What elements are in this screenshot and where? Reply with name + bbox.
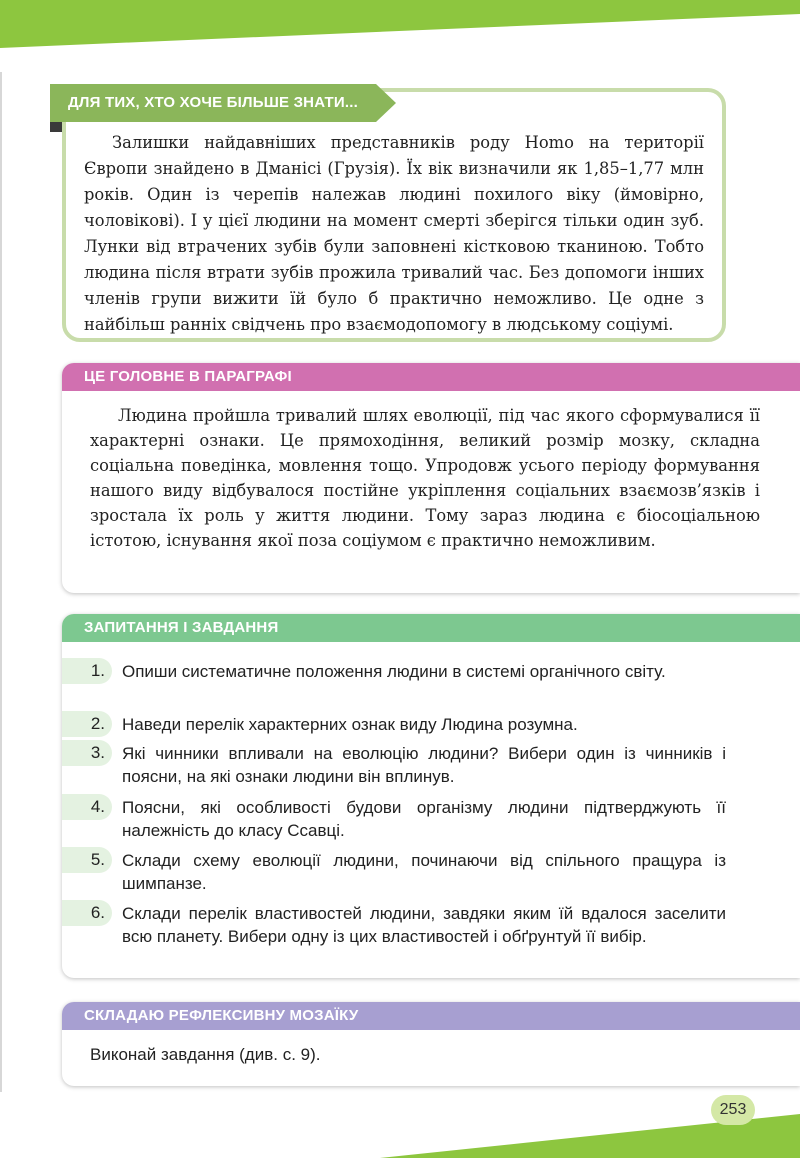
question-text: Які чинники впливали на еволюцію людини? Вибери один із чинників і поясни, на які ознаки людини він вплинув. [122,744,726,786]
question-number: 1. [62,658,112,684]
question-text: Опиши систематичне положення людини в системі органічного світу. [122,662,666,681]
page-number: 253 [711,1095,755,1125]
reflexive-mosaic-section [62,1002,800,1086]
question-number: 5. [62,847,112,873]
question-text: Склади перелік властивостей людини, завдяки яким їй вдалося заселити всю планету. Вибери одну із цих властивостей і обґрунтуй її вибір. [122,904,726,946]
top-decorative-band [0,0,800,60]
mosaic-text: Виконай завдання (див. с. 9). [90,1045,321,1064]
extra-info-tab [50,84,396,122]
questions-title: ЗАПИТАННЯ І ЗАВДАННЯ [62,614,800,642]
summary-paragraph: Людина пройшла тривалий шлях еволюції, під час якого сформувалися її характерні ознаки. Це прямоходіння, великий розмір мозку, складна соціальна поведінка, мовлення тощо. Упродовж усього періоду формування нашого виду відбувалося постійне укріплення соціальних взаємозв’язків і зростала їх роль у життя людини. Тому зараз людина є біосоціальною істотою, існування якої поза соціумом є практично неможливим. [90,406,760,550]
extra-info-title: ДЛЯ ТИХ, ХТО ХОЧЕ БІЛЬШЕ ЗНАТИ... [68,94,358,111]
question-text: Склади схему еволюції людини, починаючи від спільного пращура із шимпанзе. [122,851,726,893]
summary-section [62,363,800,593]
extra-info-text [84,130,704,338]
question-number: 6. [62,900,112,926]
summary-title: ЦЕ ГОЛОВНЕ В ПАРАГРАФІ [62,363,800,391]
question-number: 3. [62,740,112,766]
question-number: 2. [62,711,112,737]
questions-section [62,614,800,978]
question-text: Поясни, які особливості будови організму людини підтверджують її належність до класу Ссавці. [122,798,726,840]
question-number: 4. [62,794,112,820]
tab-notch [50,122,62,132]
mosaic-title: СКЛАДАЮ РЕФЛЕКСИВНУ МОЗАЇКУ [62,1002,800,1030]
extra-info-paragraph: Залишки найдавніших представників роду Homo на території Європи знайдено в Дманісі (Грузія). Їх вік визначили як 1,85–1,77 млн років. Один із черепів належав людині похилого віку (ймовірно, чоловікові). І у цієї людини на момент смерті зберігся тільки один зуб. Лунки від втрачених зубів були заповнені кістковою тканиною. Тобто людина після втрати зубів прожила тривалий час. Без допомоги інших членів групи вижити їй було б практично неможливо. Це одне з найбільш ранніх свідчень про взаємодопомогу в людському соціумі. [84,133,704,334]
left-margin-rule [0,72,2,1092]
question-text: Наведи перелік характерних ознак виду Людина розумна. [122,715,578,734]
bottom-decorative-band [0,1098,800,1158]
